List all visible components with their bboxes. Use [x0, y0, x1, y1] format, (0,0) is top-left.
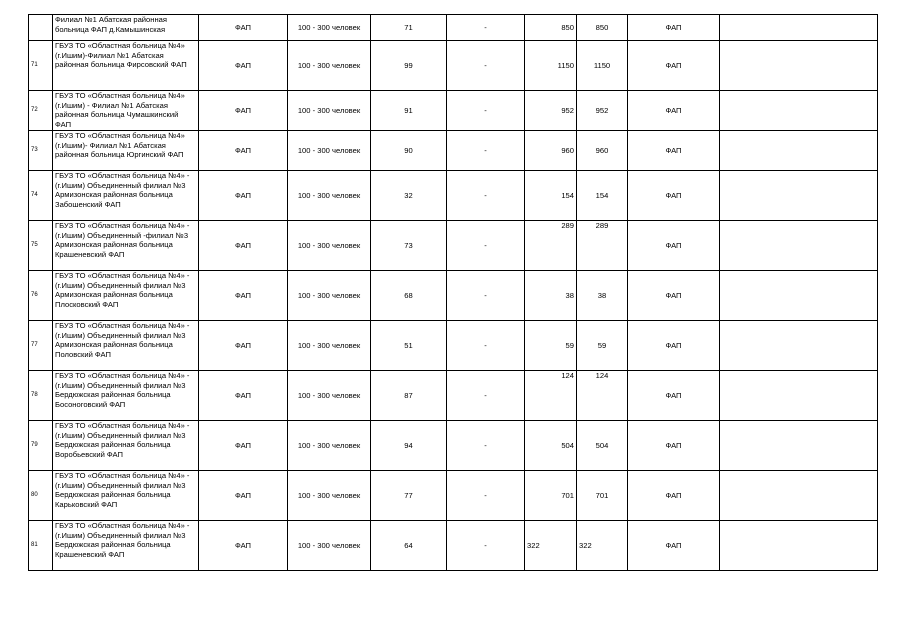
- facility-name-cell: ГБУЗ ТО «Областная больница №4» - (г.Ишим) Объединенный филиал №3 Бердюжская районная больница Воробьевский ФАП: [53, 421, 199, 471]
- facility-name-cell: ГБУЗ ТО «Областная больница №4» (г.Ишим) - Филиал №1 Абатская районная больница Чумашкинский ФАП: [53, 91, 199, 131]
- value-cell-2: 59: [577, 321, 628, 371]
- row-number-cell: 76: [29, 271, 53, 321]
- facility-name-cell: ГБУЗ ТО «Областная больница №4» (г.Ишим)-Филиал №1 Абатская районная больница Фирсовский ФАП: [53, 41, 199, 91]
- table-row: [29, 91, 878, 131]
- value-cell-1: 504: [525, 421, 577, 471]
- facility-type-cell: ФАП: [199, 91, 288, 131]
- empty-cell: [720, 471, 878, 521]
- value-cell-2: 322: [577, 521, 628, 571]
- facility-type-cell-2: ФАП: [628, 91, 720, 131]
- population-range-cell: 100 - 300 человек: [288, 41, 371, 91]
- facility-type-cell: ФАП: [199, 221, 288, 271]
- value-cell-2: 289: [577, 221, 628, 271]
- value-cell-2: 1150: [577, 41, 628, 91]
- row-number-cell: 71: [29, 41, 53, 91]
- row-number-cell: 73: [29, 131, 53, 171]
- facility-type-cell-2: ФАП: [628, 131, 720, 171]
- count-cell: 87: [371, 371, 447, 421]
- value-cell-2: 701: [577, 471, 628, 521]
- row-number-cell: 74: [29, 171, 53, 221]
- population-range-cell: 100 - 300 человек: [288, 321, 371, 371]
- dash-cell: -: [447, 41, 525, 91]
- dash-cell: -: [447, 421, 525, 471]
- dash-cell: -: [447, 131, 525, 171]
- value-cell-1: 701: [525, 471, 577, 521]
- row-number-cell: [29, 15, 53, 41]
- row-number-cell: 77: [29, 321, 53, 371]
- value-cell-2: 850: [577, 15, 628, 41]
- value-cell-2: 504: [577, 421, 628, 471]
- population-range-cell: 100 - 300 человек: [288, 471, 371, 521]
- count-cell: 32: [371, 171, 447, 221]
- facilities-table: [28, 14, 878, 571]
- dash-cell: -: [447, 471, 525, 521]
- empty-cell: [720, 271, 878, 321]
- dash-cell: -: [447, 521, 525, 571]
- population-range-cell: 100 - 300 человек: [288, 271, 371, 321]
- table-row: [29, 221, 878, 271]
- population-range-cell: 100 - 300 человек: [288, 15, 371, 41]
- count-cell: 90: [371, 131, 447, 171]
- facility-type-cell-2: ФАП: [628, 221, 720, 271]
- count-cell: 51: [371, 321, 447, 371]
- row-number-cell: 80: [29, 471, 53, 521]
- facility-name-cell: ГБУЗ ТО «Областная больница №4» - (г.Ишим) Объединенный -филиал №3 Армизонская районная больница Крашеневский ФАП: [53, 221, 199, 271]
- population-range-cell: 100 - 300 человек: [288, 521, 371, 571]
- facility-name-cell: ГБУЗ ТО «Областная больница №4» - (г.Ишим) Объединенный филиал №3 Бердюжская районная больница Босоноговский ФАП: [53, 371, 199, 421]
- population-range-cell: 100 - 300 человек: [288, 131, 371, 171]
- facility-type-cell-2: ФАП: [628, 171, 720, 221]
- empty-cell: [720, 221, 878, 271]
- table-row: [29, 41, 878, 91]
- value-cell-2: 154: [577, 171, 628, 221]
- facility-type-cell: ФАП: [199, 421, 288, 471]
- dash-cell: -: [447, 15, 525, 41]
- facility-name-cell: ГБУЗ ТО «Областная больница №4» - (г.Ишим) Объединенный филиал №3 Армизонская районная больница Половский ФАП: [53, 321, 199, 371]
- value-cell-2: 38: [577, 271, 628, 321]
- empty-cell: [720, 91, 878, 131]
- population-range-cell: 100 - 300 человек: [288, 91, 371, 131]
- value-cell-1: 38: [525, 271, 577, 321]
- value-cell-1: 960: [525, 131, 577, 171]
- dash-cell: -: [447, 91, 525, 131]
- facility-name-cell: ГБУЗ ТО «Областная больница №4» -(г.Ишим) Объединенный филиал №3 Армизонская районная больница Плосковский ФАП: [53, 271, 199, 321]
- value-cell-1: 850: [525, 15, 577, 41]
- dash-cell: -: [447, 171, 525, 221]
- value-cell-2: 124: [577, 371, 628, 421]
- facility-type-cell-2: ФАП: [628, 271, 720, 321]
- value-cell-1: 154: [525, 171, 577, 221]
- table-row: [29, 15, 878, 41]
- facility-type-cell: ФАП: [199, 171, 288, 221]
- facility-name-cell: Филиал №1 Абатская районная больница ФАП д.Камышинская: [53, 15, 199, 41]
- table-row: [29, 371, 878, 421]
- empty-cell: [720, 15, 878, 41]
- facility-type-cell: ФАП: [199, 15, 288, 41]
- value-cell-1: 59: [525, 321, 577, 371]
- facility-type-cell: ФАП: [199, 41, 288, 91]
- value-cell-1: 952: [525, 91, 577, 131]
- facility-type-cell: ФАП: [199, 321, 288, 371]
- table-row: [29, 521, 878, 571]
- count-cell: 77: [371, 471, 447, 521]
- table-row: [29, 171, 878, 221]
- facility-name-cell: ГБУЗ ТО «Областная больница №4» - (г.Ишим) Объединенный филиал №3 Армизонская районная больница Забошенский ФАП: [53, 171, 199, 221]
- dash-cell: -: [447, 271, 525, 321]
- table-row: [29, 271, 878, 321]
- facility-type-cell-2: ФАП: [628, 471, 720, 521]
- value-cell-2: 952: [577, 91, 628, 131]
- value-cell-1: 289: [525, 221, 577, 271]
- dash-cell: -: [447, 321, 525, 371]
- count-cell: 71: [371, 15, 447, 41]
- population-range-cell: 100 - 300 человек: [288, 421, 371, 471]
- facility-type-cell-2: ФАП: [628, 421, 720, 471]
- value-cell-2: 960: [577, 131, 628, 171]
- count-cell: 68: [371, 271, 447, 321]
- empty-cell: [720, 421, 878, 471]
- table-row: [29, 321, 878, 371]
- value-cell-1: 322: [525, 521, 577, 571]
- empty-cell: [720, 521, 878, 571]
- population-range-cell: 100 - 300 человек: [288, 171, 371, 221]
- facility-type-cell-2: ФАП: [628, 521, 720, 571]
- facility-type-cell-2: ФАП: [628, 321, 720, 371]
- count-cell: 91: [371, 91, 447, 131]
- table-row: [29, 131, 878, 171]
- empty-cell: [720, 41, 878, 91]
- row-number-cell: 81: [29, 521, 53, 571]
- table-row: [29, 471, 878, 521]
- facility-type-cell-2: ФАП: [628, 15, 720, 41]
- empty-cell: [720, 171, 878, 221]
- facility-type-cell-2: ФАП: [628, 41, 720, 91]
- facility-type-cell: ФАП: [199, 521, 288, 571]
- facility-type-cell: ФАП: [199, 471, 288, 521]
- facility-name-cell: ГБУЗ ТО «Областная больница №4» - (г.Ишим) Объединенный филиал №3 Бердюжская районная больница Крашеневский ФАП: [53, 521, 199, 571]
- population-range-cell: 100 - 300 человек: [288, 371, 371, 421]
- empty-cell: [720, 321, 878, 371]
- row-number-cell: 75: [29, 221, 53, 271]
- row-number-cell: 72: [29, 91, 53, 131]
- dash-cell: -: [447, 371, 525, 421]
- population-range-cell: 100 - 300 человек: [288, 221, 371, 271]
- facility-type-cell: ФАП: [199, 371, 288, 421]
- facility-type-cell-2: ФАП: [628, 371, 720, 421]
- empty-cell: [720, 371, 878, 421]
- facility-type-cell: ФАП: [199, 271, 288, 321]
- facility-name-cell: ГБУЗ ТО «Областная больница №4» - (г.Ишим) Объединенный филиал №3 Бердюжская районная больница Карьковский ФАП: [53, 471, 199, 521]
- table-body: [29, 15, 878, 571]
- value-cell-1: 1150: [525, 41, 577, 91]
- count-cell: 64: [371, 521, 447, 571]
- table-row: [29, 421, 878, 471]
- row-number-cell: 78: [29, 371, 53, 421]
- count-cell: 99: [371, 41, 447, 91]
- facility-name-cell: ГБУЗ ТО «Областная больница №4» (г.Ишим)- Филиал №1 Абатская районная больница Юргинский ФАП: [53, 131, 199, 171]
- dash-cell: -: [447, 221, 525, 271]
- facility-type-cell: ФАП: [199, 131, 288, 171]
- count-cell: 73: [371, 221, 447, 271]
- empty-cell: [720, 131, 878, 171]
- value-cell-1: 124: [525, 371, 577, 421]
- row-number-cell: 79: [29, 421, 53, 471]
- count-cell: 94: [371, 421, 447, 471]
